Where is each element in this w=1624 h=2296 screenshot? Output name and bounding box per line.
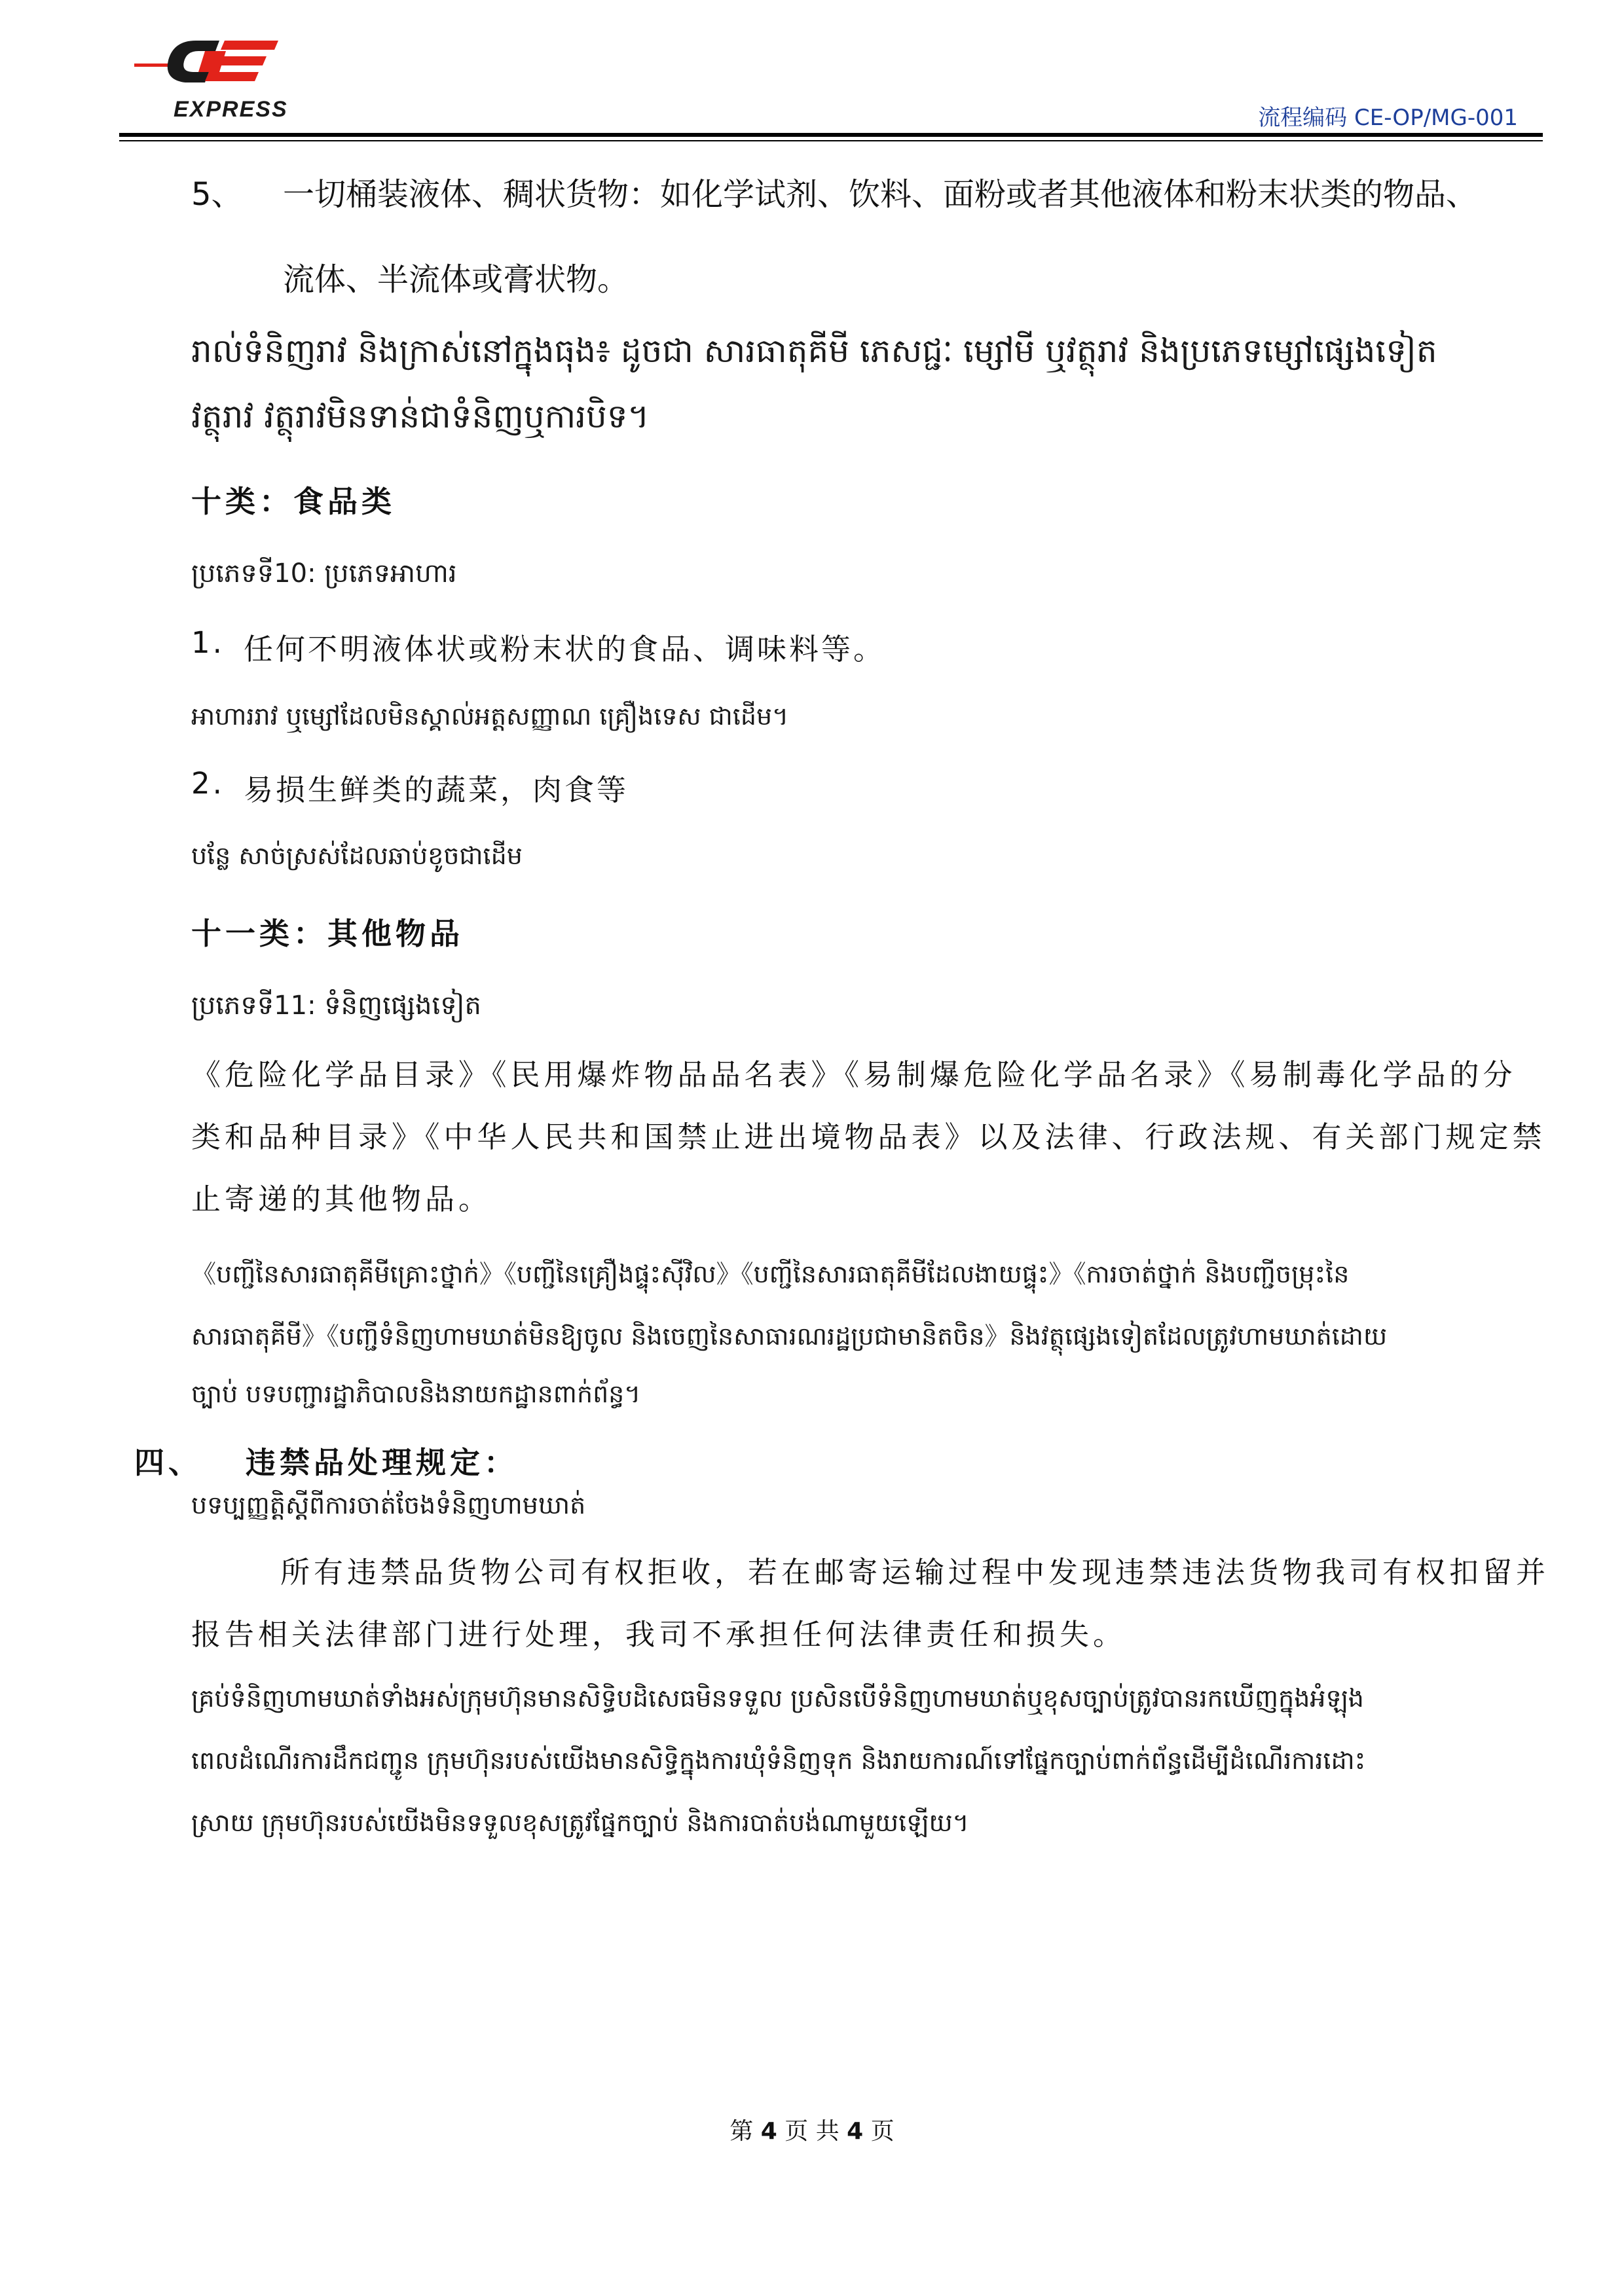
document-code: 流程编码 CE-OP/MG-001 xyxy=(1258,105,1518,131)
footer-middle: 页 共 xyxy=(784,2118,840,2145)
category-title-khmer: ប្រភេទទី10: ប្រភេទអាហារ xyxy=(191,558,457,589)
paragraph-line: 类和品种目录》《中华人民共和国禁止进出境物品表》以及法律、行政法规、有关部门规定禁 xyxy=(191,1120,1546,1154)
header-rule-thick xyxy=(119,133,1543,137)
footer-prefix: 第 xyxy=(729,2118,754,2145)
item-text-line: 流体、半流体或膏状物。 xyxy=(283,261,629,298)
footer-suffix: 页 xyxy=(870,2118,895,2145)
item-number: 5、 xyxy=(191,176,243,213)
khmer-paragraph-line: ស្រាយ ក្រុមហ៊ុនរបស់យើងមិនទទួលខុសត្រូវផ្នែកច្បាប់ និងការបាត់បង់ណាមួយឡើយ។ xyxy=(191,1808,969,1837)
khmer-translation-line: វត្ថុរាវ វត្ថុរាវមិនទាន់ជាទំនិញឬការបិទ។ xyxy=(191,397,650,435)
list-item-text: 易损生鲜类的蔬菜，肉食等 xyxy=(244,773,629,807)
item-text-line: 一切桶装液体、稠状货物：如化学试剂、饮料、面粉或者其他液体和粉末状类的物品、 xyxy=(283,176,1478,213)
paragraph-line: 报告相关法律部门进行处理，我司不承担任何法律责任和损失。 xyxy=(191,1617,1127,1652)
paragraph-line: 《危险化学品目录》《民用爆炸物品品名表》《易制爆危险化学品名录》《易制毒化学品的分 xyxy=(191,1057,1517,1092)
list-item-number: 1. xyxy=(191,625,225,660)
category-title: 十一类：其他物品 xyxy=(191,916,464,951)
section-number: 四、 xyxy=(134,1445,202,1480)
khmer-paragraph-line: 《បញ្ជីនៃសារធាតុគីមីគ្រោះថ្នាក់》《បញ្ជីនៃគ្រឿងផ្ទុះស៊ីវិល》《បញ្ជីនៃសារធាតុគីមីដែលងាយផ្ទុះ》《ការចាត់ថ្នាក់ និងបញ្ជីចម្រុះនៃ xyxy=(191,1260,1350,1288)
list-item-khmer: អាហាររាវ ឬម្សៅដែលមិនស្គាល់អត្តសញ្ញាណ គ្រឿងទេស ជាដើម។ xyxy=(191,702,789,731)
section-title-khmer: បទប្បញ្ញត្តិស្តីពីការចាត់ចែងទំនិញហាមឃាត់ xyxy=(191,1491,586,1520)
page-footer xyxy=(0,2113,1624,2146)
list-item-number: 2. xyxy=(191,766,225,801)
total-page-number: 4 xyxy=(847,2118,864,2145)
paragraph-line: 止寄递的其他物品。 xyxy=(191,1182,492,1216)
category-title: 十类：食品类 xyxy=(191,484,396,519)
khmer-paragraph-line: ច្បាប់ បទបញ្ជារដ្ឋាភិបាលនិងនាយកដ្ឋានពាក់ព័ន្ធ។ xyxy=(191,1379,641,1408)
category-title-khmer: ប្រភេទទី11: ទំនិញផ្សេងទៀត xyxy=(191,991,481,1021)
list-item-khmer: បន្លែ សាច់ស្រស់ដែលឆាប់ខូចជាដើម xyxy=(191,841,523,870)
khmer-translation-line: រាល់ទំនិញរាវ និងក្រាស់នៅក្នុងធុង៖ ដូចជា សារធាតុគីមី ភេសជ្ជៈ ម្សៅមី ឬវត្ថុរាវ និងប្រភេទម្សៅផ្សេងទៀត xyxy=(191,332,1437,370)
khmer-paragraph-line: ពេលដំណើរការដឹកជញ្ជូន ក្រុមហ៊ុនរបស់យើងមានសិទ្ធិក្នុងការឃុំទំនិញទុក និងរាយការណ៍ទៅផ្នែកច្បាប់ពាក់ព័ន្ធដើម្បីដំណើរការដោះ xyxy=(191,1746,1366,1775)
header-rule-thin xyxy=(119,140,1543,141)
logo-wordmark: EXPRESS xyxy=(174,97,288,122)
current-page-number: 4 xyxy=(760,2118,777,2145)
paragraph-line: 所有违禁品货物公司有权拒收，若在邮寄运输过程中发现违禁违法货物我司有权扣留并 xyxy=(280,1555,1550,1590)
khmer-paragraph-line: គ្រប់ទំនិញហាមឃាត់ទាំងអស់ក្រុមហ៊ុនមានសិទ្ធិបដិសេធមិនទទួល ប្រសិនបើទំនិញហាមឃាត់ឬខុសច្បាប់ត្រូវបានរកឃើញក្នុងអំឡុង xyxy=(191,1684,1364,1713)
khmer-paragraph-line: សារធាតុគីមី》《បញ្ជីទំនិញហាមឃាត់មិនឱ្យចូល និងចេញនៃសាធារណរដ្ឋប្រជាមានិតចិន》និងវត្ថុផ្សេងទៀតដែលត្រូវហាមឃាត់ដោយ xyxy=(191,1322,1388,1351)
section-title: 违禁品处理规定： xyxy=(246,1445,518,1480)
list-item-text: 任何不明液体状或粉末状的食品、调味料等。 xyxy=(244,632,886,666)
